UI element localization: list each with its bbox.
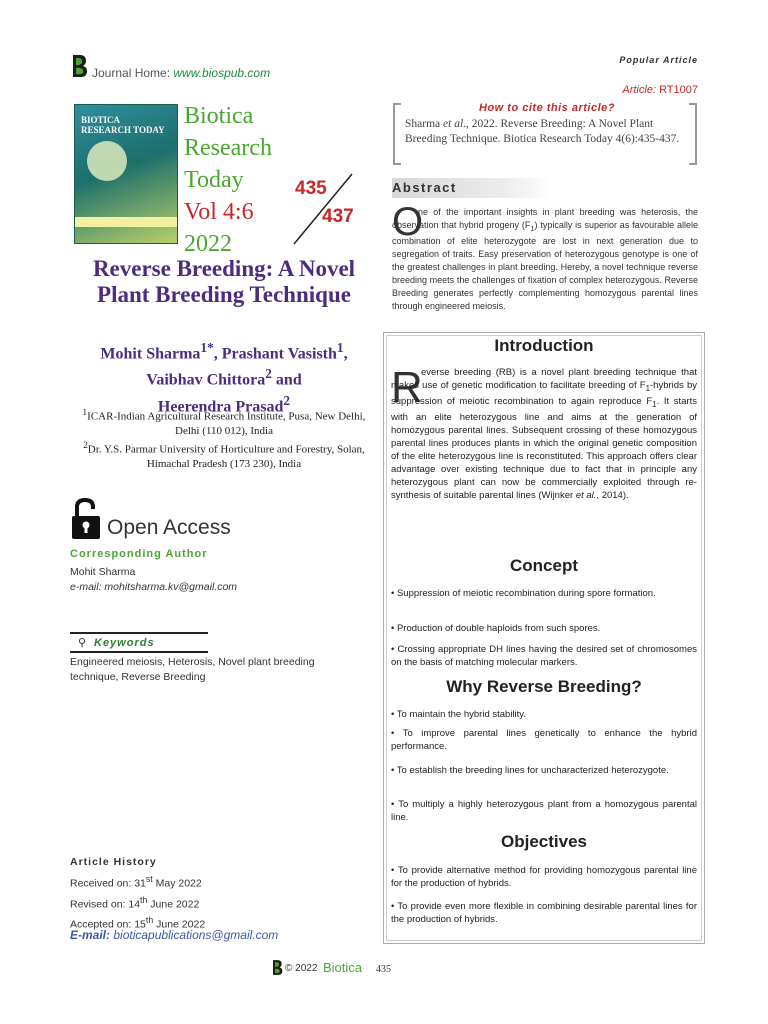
affiliation-2-mark: 2 — [83, 440, 88, 450]
why-item: • To multiply a highly heterozygous plant from a homozygous parental line. — [391, 799, 697, 823]
open-access-label: Open Access — [107, 516, 231, 539]
page-end: 437 — [322, 206, 354, 227]
keywords-rule-bottom — [70, 651, 208, 653]
introduction-dropcap: R — [391, 363, 423, 412]
journal-home-label: Journal Home: — [92, 66, 171, 80]
abstract-dropcap: O — [392, 200, 424, 244]
objectives-item: • To provide even more flexible in combining desirable parental lines for the production of hybrids. — [391, 901, 697, 925]
affiliation-2-text: Dr. Y.S. Parmar University of Horticulture and Forestry, Solan, Himachal Pradesh (173 230), India — [87, 443, 365, 470]
journal-home — [92, 66, 270, 80]
citation-bracket-right — [689, 103, 697, 165]
author-list: Mohit Sharma$^{1*}$, Prashant Vasisth$^1$, Vaibhav Chittora$^2$ and Heerendra Prasad$^2$ — [100, 340, 348, 415]
affiliation-1-mark: 1 — [82, 407, 88, 417]
page-start: 435 — [295, 178, 327, 199]
journal-name-line1: Biotica — [184, 103, 254, 129]
abstract-text: ne of the important insights in plant breeding was heterosis, the observation that hybrid progeny $(F_1)$ typically is superior as favourable allele combination of elite heterozygote are lost in next generation due to segregation of traits. Easy preservation of heterozygous genotype is one of the greatest challenges in plant breeding. Hereby, a novel technique reverse breeding meets the challenges of fixation of complex heterozygous. Reverse Breeding generates perfectly complementing homozygous parental lines through engineered meiosis. — [392, 207, 698, 311]
affiliation-1 — [70, 405, 378, 438]
corresponding-author-email[interactable]: e-mail: mohitsharma.kv@gmail.com — [70, 581, 238, 593]
cover-emblem — [87, 141, 127, 181]
citation-text: Sharma et al., 2022. Reverse Breeding: A Novel Plant Breeding Technique. Biotica Research Today 4(6):435-437. — [405, 118, 680, 145]
author-3-affil: 2 — [265, 366, 272, 382]
author-2-affil: 1 — [336, 340, 344, 355]
journal-volume: Vol 4:6 — [184, 199, 254, 225]
journal-title-block — [184, 100, 272, 260]
concept-item: • Suppression of meiotic recombination during spore formation. — [391, 588, 656, 599]
introduction-text: everse breeding (RB) is a novel plant breeding technique that makes use of genetic modification to facilitate breeding of $F_1$-hybrids by suppression of meiotic recombination to again reproduce $F_1$. It starts with an elite heterozygous line and aims at the generation of homozygous parental lines. Subsequent crossing of these homozygous parental lines produces plants in which the original genetic composition of the elite heterozygous line is reconstituted. This approach offers clear advantage over existing technique due to fact that in principle any heterozygous plant can now be commercially exploited through re-synthesis of suitable parental lines (Wijnker et al., 2014). — [391, 367, 697, 501]
publisher-email — [70, 928, 278, 942]
article-history — [70, 871, 205, 933]
footer-page-number: 435 — [376, 964, 391, 975]
keywords-heading: Keywords — [94, 637, 155, 649]
why-item: • To improve parental lines genetically to enhance the hybrid performance. — [391, 728, 697, 752]
author-and: and — [275, 371, 302, 389]
history-accepted: Accepted on: 15th June 2022 — [70, 915, 206, 931]
why-heading: Why Reverse Breeding? — [446, 677, 642, 696]
footer-copyright: © 2022 — [285, 963, 318, 974]
author-4-affil: 2 — [283, 392, 291, 408]
affiliation-2 — [70, 438, 378, 471]
history-revised: Revised on: 14th June 2022 — [70, 894, 200, 910]
concept-item: • Crossing appropriate DH lines having the desired set of chromosomes on the basis of matching molecular markers. — [391, 644, 697, 668]
affiliation-1-text: ICAR-Indian Agricultural Research Institute, Pusa, New Delhi, Delhi (110 012), India — [87, 410, 366, 437]
article-id-label: Article: — [622, 84, 656, 96]
corresponding-author-heading: Corresponding Author — [70, 548, 208, 560]
journal-name-line3: Today — [184, 167, 244, 193]
journal-year: 2022 — [184, 231, 232, 257]
journal-home-link[interactable]: www.biospub.com — [173, 66, 271, 80]
article-history-heading: Article History — [70, 856, 157, 868]
article-id — [622, 84, 698, 96]
author-1-affil: 1* — [200, 340, 214, 355]
citation-bracket-left — [393, 103, 401, 165]
abstract-heading: Abstract — [392, 180, 457, 195]
why-item: • To maintain the hybrid stability. — [391, 709, 526, 720]
objectives-item: • To provide alternative method for providing homozygous parental line for the production of hybrids. — [391, 865, 697, 889]
objectives-heading: Objectives — [501, 832, 587, 851]
footer-brand: Biotica — [323, 960, 363, 975]
open-lock-icon — [70, 498, 102, 540]
journal-cover-image — [74, 104, 178, 244]
keywords-rule-top — [70, 632, 208, 634]
concept-heading: Concept — [510, 556, 578, 575]
cover-band — [75, 217, 177, 227]
journal-name-line2: Research — [184, 135, 272, 161]
history-received: Received on: 31st May 2022 — [70, 874, 202, 890]
author-2: Prashant Vasisth — [221, 345, 337, 363]
author-1: Mohit Sharma — [100, 345, 201, 363]
biotica-logo-icon — [70, 54, 88, 78]
citation-heading: How to cite this article? — [479, 102, 615, 114]
author-3: Vaibhav Chittora — [146, 371, 266, 389]
article-type-label: Popular Article — [619, 55, 698, 65]
footer-brand-logo — [323, 955, 363, 977]
corresponding-author-name: Mohit Sharma — [70, 566, 136, 578]
why-item: • To establish the breeding lines for uncharacterized heterozygote. — [391, 765, 669, 776]
author-4: Heerendra Prasad — [157, 397, 284, 415]
publisher-email-link[interactable]: bioticapublications@gmail.com — [113, 928, 279, 942]
article-id-value: RT1007 — [659, 84, 698, 96]
publisher-email-label: E-mail: — [70, 928, 111, 942]
footer-logo-icon — [271, 959, 283, 976]
article-title: Reverse Breeding: A Novel Plant Breeding Technique — [92, 256, 356, 307]
key-icon: ⚲ — [78, 637, 87, 649]
keywords-list: Engineered meiosis, Heterosis, Novel plant breeding technique, Reverse Breeding — [70, 656, 315, 683]
cover-title: BIOTICA RESEARCH TODAY — [81, 115, 165, 135]
concept-item: • Production of double haploids from such spores. — [391, 623, 601, 634]
introduction-heading: Introduction — [494, 336, 594, 355]
